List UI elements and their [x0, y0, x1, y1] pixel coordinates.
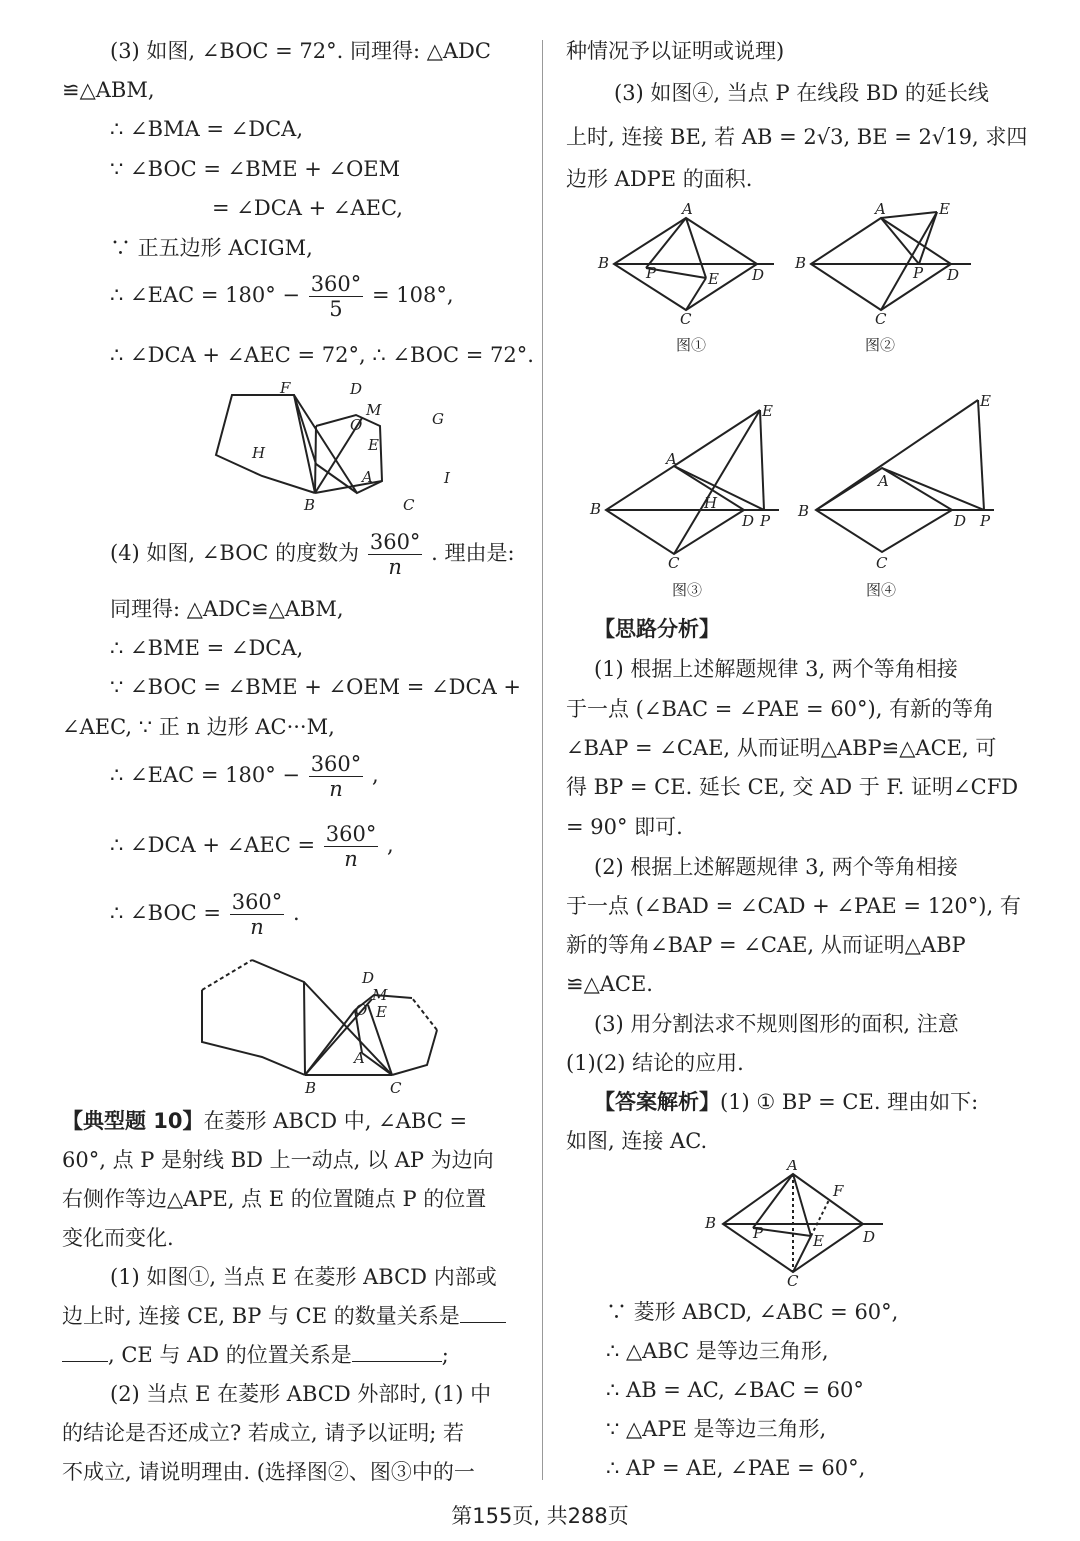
section-heading: 【思路分析】: [594, 617, 720, 641]
svg-text:A: A: [682, 200, 693, 218]
text-line: = ∠DCA + ∠AEC,: [212, 196, 403, 220]
figure-caption: 图②: [865, 336, 896, 354]
svg-text:C: C: [876, 554, 888, 572]
svg-text:C: C: [403, 496, 415, 514]
answer-blank[interactable]: [460, 1302, 506, 1323]
svg-text:F: F: [280, 380, 291, 397]
svg-text:P: P: [760, 512, 771, 530]
svg-text:E: E: [708, 270, 719, 288]
text-part: ∴ ∠BOC =: [110, 901, 222, 925]
fill-blank-line: [62, 1301, 506, 1331]
svg-text:E: E: [813, 1232, 824, 1250]
svg-text:B: B: [590, 500, 602, 518]
svg-text:H: H: [704, 494, 718, 512]
denominator: n: [344, 847, 358, 871]
answer-figure: [701, 1160, 891, 1288]
figure-caption: 图④: [866, 581, 897, 598]
svg-text:E: E: [368, 436, 379, 454]
text-line: 变化而变化.: [62, 1226, 174, 1250]
svg-text:D: D: [863, 1228, 876, 1246]
text-line: ∵ ∠BOC = ∠BME + ∠OEM: [110, 157, 401, 181]
text-part: ∴ ∠EAC = 180° −: [110, 763, 300, 787]
numerator: 360°: [310, 272, 362, 296]
svg-text:A: A: [354, 1049, 365, 1067]
page-footer: 第155页, 共288页: [451, 1504, 629, 1528]
svg-text:O: O: [350, 416, 363, 434]
fraction: [230, 890, 285, 939]
svg-text:P: P: [980, 512, 991, 530]
text-line: ∵ 菱形 ABCD, ∠ABC = 60°,: [606, 1300, 899, 1324]
text-line: 于一点 (∠BAD = ∠CAD + ∠PAE = 120°), 有: [566, 894, 1021, 918]
answer-blank[interactable]: [352, 1341, 442, 1362]
text-part: ,: [387, 833, 394, 857]
text-part: .: [292, 901, 300, 925]
svg-text:D: D: [954, 512, 967, 530]
fill-blank-line: [62, 1340, 449, 1370]
formula-line: [110, 822, 394, 871]
svg-text:G: G: [432, 410, 444, 428]
numerator: 360°: [310, 752, 362, 776]
text-line: ∴ △ABC 是等边三角形,: [606, 1339, 829, 1363]
svg-text:P: P: [753, 1224, 764, 1242]
text-line: 右侧作等边△APE, 点 E 的位置随点 P 的位置: [62, 1187, 487, 1211]
text-line: 得 BP = CE. 延长 CE, 交 AD 于 F. 证明∠CFD: [566, 775, 1019, 799]
svg-text:B: B: [705, 1214, 717, 1232]
text-line: (1)(2) 结论的应用.: [566, 1051, 744, 1075]
svg-text:P: P: [913, 264, 924, 282]
column-divider: [542, 40, 543, 1480]
text-line: ∵ △APE 是等边三角形,: [606, 1417, 827, 1441]
svg-text:M: M: [372, 986, 388, 1004]
svg-text:A: A: [875, 200, 886, 218]
text-line: 的结论是否还成立? 若成立, 请予以证明; 若: [62, 1421, 465, 1445]
text-line: (1) 如图①, 当点 E 在菱形 ABCD 内部或: [110, 1265, 497, 1289]
svg-text:E: E: [762, 402, 773, 420]
formula-line: [110, 890, 300, 939]
answer-line: [594, 1087, 978, 1117]
svg-text:O: O: [355, 1001, 368, 1019]
svg-text:E: E: [376, 1003, 387, 1021]
question-tag: 【典型题 10】: [62, 1109, 204, 1133]
svg-text:H: H: [252, 444, 266, 462]
fraction: [324, 822, 379, 871]
formula-line: [110, 272, 454, 321]
formula-line: [110, 752, 379, 801]
text-line: (2) 当点 E 在菱形 ABCD 外部时, (1) 中: [110, 1382, 492, 1406]
denominator: n: [250, 915, 264, 939]
section-heading: 【答案解析】: [594, 1090, 720, 1114]
numerator: 360°: [325, 822, 377, 846]
svg-text:D: D: [947, 266, 960, 284]
text-line: (3) 如图, ∠BOC = 72°. 同理得: △ADC: [110, 39, 491, 63]
text-line: 60°, 点 P 是射线 BD 上一动点, 以 AP 为边向: [62, 1148, 494, 1172]
answer-blank[interactable]: [62, 1341, 108, 1362]
svg-text:D: D: [362, 969, 375, 987]
text-part: ∴ ∠EAC = 180° −: [110, 283, 300, 307]
svg-text:B: B: [598, 254, 610, 272]
fraction: [309, 752, 364, 801]
figure-caption: 图①: [676, 336, 707, 354]
text-line: (3) 如图④, 当点 P 在线段 BD 的延长线: [614, 81, 989, 105]
svg-text:B: B: [795, 254, 807, 272]
figure-caption: 图③: [672, 581, 703, 598]
svg-text:B: B: [305, 1079, 317, 1095]
text-line: 不成立, 请说明理由. (选择图②、图③中的一: [62, 1460, 475, 1484]
svg-text:D: D: [350, 380, 363, 398]
text-line: ∵ 正五边形 ACIGM,: [110, 236, 313, 260]
text-line: ∠AEC, ∵ 正 n 边形 AC···M,: [62, 715, 335, 739]
numerator: 360°: [369, 530, 421, 554]
svg-text:F: F: [833, 1182, 844, 1200]
text-line: ∴ ∠BMA = ∠DCA,: [110, 117, 304, 141]
text-line: ≌△ABM,: [62, 78, 155, 102]
text-line: (2) 根据上述解题规律 3, 两个等角相接: [594, 855, 958, 879]
fraction: [368, 530, 423, 579]
fraction: [309, 272, 364, 321]
text-line: 边形 ADPE 的面积.: [566, 167, 753, 191]
svg-text:C: C: [875, 310, 887, 328]
svg-text:E: E: [939, 200, 950, 218]
text-part: = 108°,: [371, 283, 454, 307]
pentagon-figure: [182, 380, 462, 520]
svg-text:C: C: [680, 310, 692, 328]
svg-text:C: C: [787, 1272, 799, 1288]
text-line: ∴ ∠BME = ∠DCA,: [110, 636, 304, 660]
text-part: . 理由是:: [431, 541, 515, 565]
svg-text:P: P: [646, 264, 657, 282]
text-line: 同理得: △ADC≌△ABM,: [110, 597, 344, 621]
text-part: ,: [371, 763, 379, 787]
text-part: ;: [441, 1343, 449, 1367]
text-line: (3) 用分割法求不规则图形的面积, 注意: [594, 1012, 959, 1036]
figure-3: [584, 398, 794, 598]
text-part: (4) 如图, ∠BOC 的度数为: [110, 541, 360, 565]
text-line: 如图, 连接 AC.: [566, 1129, 708, 1153]
svg-text:I: I: [444, 469, 450, 487]
denominator: n: [388, 555, 402, 579]
svg-text:A: A: [787, 1160, 798, 1174]
figure-2: [791, 200, 981, 355]
svg-text:B: B: [304, 496, 316, 514]
text-part: 在菱形 ABCD 中, ∠ABC =: [203, 1109, 468, 1133]
text-line: 上时, 连接 BE, 若 AB = 2√3, BE = 2√19, 求四: [566, 125, 1028, 149]
numerator: 360°: [231, 890, 283, 914]
text-part: ∴ ∠DCA + ∠AEC =: [110, 833, 316, 857]
svg-text:A: A: [362, 468, 373, 486]
svg-text:A: A: [666, 450, 677, 468]
question-line: [62, 1106, 467, 1136]
text-line: ∴ AP = AE, ∠PAE = 60°,: [606, 1456, 866, 1480]
polygon-figure: [192, 955, 452, 1095]
svg-text:A: A: [878, 472, 889, 490]
text-line: (1) 根据上述解题规律 3, 两个等角相接: [594, 657, 958, 681]
text-part: 边上时, 连接 CE, BP 与 CE 的数量关系是: [62, 1304, 460, 1328]
svg-text:E: E: [980, 392, 991, 410]
text-line: ∵ ∠BOC = ∠BME + ∠OEM = ∠DCA +: [110, 675, 522, 699]
text-part: (1) ① BP = CE. 理由如下:: [720, 1090, 979, 1114]
figure-4: [794, 390, 1009, 598]
text-line: 新的等角∠BAP = ∠CAE, 从而证明△ABP: [566, 933, 966, 957]
text-part: , CE 与 AD 的位置关系是: [108, 1343, 352, 1367]
svg-text:M: M: [366, 401, 382, 419]
text-line: ∴ AB = AC, ∠BAC = 60°: [606, 1378, 864, 1402]
formula-line: [110, 530, 515, 579]
text-line: ∴ ∠DCA + ∠AEC = 72°, ∴ ∠BOC = 72°.: [110, 343, 534, 367]
denominator: n: [329, 777, 343, 801]
denominator: 5: [329, 297, 343, 321]
figure-1: [594, 200, 784, 355]
svg-text:B: B: [798, 502, 810, 520]
text-line: 于一点 (∠BAC = ∠PAE = 60°), 有新的等角: [566, 697, 995, 721]
svg-text:D: D: [752, 266, 765, 284]
text-line: ∠BAP = ∠CAE, 从而证明△ABP≌△ACE, 可: [566, 736, 997, 760]
svg-text:D: D: [742, 512, 755, 530]
svg-text:C: C: [390, 1079, 402, 1095]
text-line: = 90° 即可.: [566, 815, 683, 839]
text-line: 种情况予以证明或说理): [566, 39, 785, 63]
text-line: ≌△ACE.: [566, 972, 653, 996]
svg-text:C: C: [668, 554, 680, 572]
